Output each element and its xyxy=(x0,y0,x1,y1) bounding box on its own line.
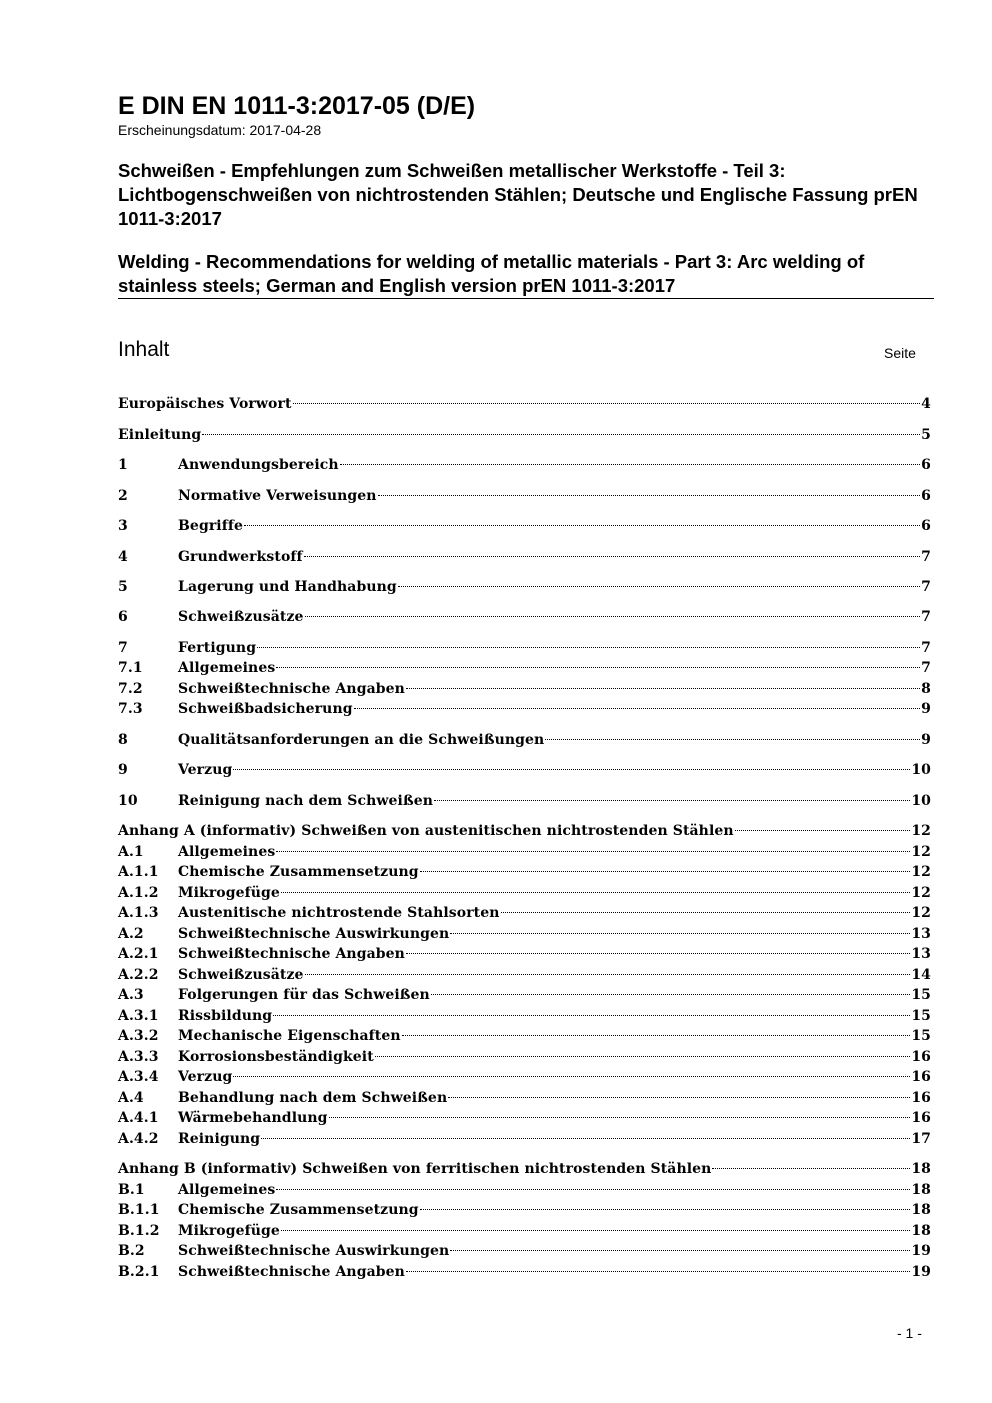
toc-entry[interactable] xyxy=(118,1108,931,1128)
toc-entry-page: 15 xyxy=(911,987,931,1003)
toc-entry-title: Folgerungen für das Schweißen xyxy=(178,987,430,1003)
toc-entry-title: Fertigung xyxy=(178,640,257,656)
toc-entry-page: 18 xyxy=(911,1161,931,1177)
toc-entry-page: 6 xyxy=(921,457,931,473)
toc-entry-page: 6 xyxy=(921,518,931,534)
toc-entry[interactable] xyxy=(118,1088,931,1108)
toc-entry[interactable] xyxy=(118,455,931,475)
toc-entry[interactable] xyxy=(118,486,931,506)
toc-entry-title: Europäisches Vorwort xyxy=(118,396,292,412)
toc-dot-leader xyxy=(545,739,920,740)
toc-entry[interactable] xyxy=(118,1159,931,1179)
toc-entry-number: 7.1 xyxy=(118,660,143,676)
toc-entry-page: 16 xyxy=(911,1090,931,1106)
toc-entry-number: B.2 xyxy=(118,1243,145,1259)
toc-entry[interactable] xyxy=(118,862,931,882)
toc-entry-page: 18 xyxy=(911,1223,931,1239)
toc-entry-title: Schweißzusätze xyxy=(178,967,304,983)
toc-dot-leader xyxy=(244,525,920,526)
toc-entry[interactable] xyxy=(118,730,931,750)
toc-entry-title: Schweißtechnische Auswirkungen xyxy=(178,1243,450,1259)
toc-entry-page: 9 xyxy=(921,701,931,717)
toc-entry-page: 5 xyxy=(921,427,931,443)
toc-entry-number: A.3.2 xyxy=(118,1028,159,1044)
toc-dot-leader xyxy=(261,1138,910,1139)
toc-entry[interactable] xyxy=(118,425,931,445)
toc-dot-leader xyxy=(378,495,921,496)
toc-entry-number: A.3.3 xyxy=(118,1049,159,1065)
toc-entry-title: Mikrogefüge xyxy=(178,885,280,901)
toc-entry-page: 16 xyxy=(911,1069,931,1085)
toc-dot-leader xyxy=(398,586,920,587)
toc-entry-number: A.2.2 xyxy=(118,967,159,983)
toc-dot-leader xyxy=(420,871,911,872)
toc-entry[interactable] xyxy=(118,1241,931,1261)
toc-entry-number: B.1.1 xyxy=(118,1202,160,1218)
toc-entry-title: Chemische Zusammensetzung xyxy=(178,864,419,880)
toc-entry-page: 19 xyxy=(911,1264,931,1280)
toc-entry-page: 16 xyxy=(911,1110,931,1126)
toc-entry[interactable] xyxy=(118,1047,931,1067)
toc-entry[interactable] xyxy=(118,1006,931,1026)
toc-entry-title: Grundwerkstoff xyxy=(178,549,303,565)
toc-dot-leader xyxy=(276,851,910,852)
toc-entry-title: Anhang B (informativ) Schweißen von ferritischen nichtrostenden Stählen xyxy=(118,1161,712,1177)
toc-entry-page: 7 xyxy=(921,609,931,625)
toc-entry-title: Rissbildung xyxy=(178,1008,273,1024)
toc-dot-leader xyxy=(448,1097,910,1098)
toc-dot-leader xyxy=(735,830,911,831)
toc-dot-leader xyxy=(375,1056,911,1057)
toc-entry[interactable] xyxy=(118,638,931,658)
toc-dot-leader xyxy=(281,1230,910,1231)
toc-entry[interactable] xyxy=(118,699,931,719)
toc-entry-page: 7 xyxy=(921,660,931,676)
toc-entry-number: A.3.4 xyxy=(118,1069,159,1085)
toc-dot-leader xyxy=(501,912,911,913)
toc-entry-number: 3 xyxy=(118,518,128,534)
toc-entry-page: 16 xyxy=(911,1049,931,1065)
toc-entry[interactable] xyxy=(118,577,931,597)
toc-entry-title: Allgemeines xyxy=(178,660,276,676)
toc-entry-number: B.1.2 xyxy=(118,1223,160,1239)
toc-entry-page: 12 xyxy=(911,844,931,860)
toc-dot-leader xyxy=(450,1250,910,1251)
toc-entry-page: 14 xyxy=(911,967,931,983)
toc-dot-leader xyxy=(354,708,921,709)
toc-entry-number: A.3.1 xyxy=(118,1008,159,1024)
toc-entry-number: 4 xyxy=(118,549,128,565)
toc-entry-page: 10 xyxy=(911,762,931,778)
toc-entry-page: 12 xyxy=(911,905,931,921)
toc-dot-leader xyxy=(406,953,910,954)
toc-entry-page: 19 xyxy=(911,1243,931,1259)
title-german: Schweißen - Empfehlungen zum Schweißen metallischer Werkstoffe - Teil 3: Lichtbogenschweißen von nichtrostenden Stählen; Deutsche und Englische Fassung prEN 1011-3:2017 xyxy=(118,160,918,229)
toc-entry[interactable] xyxy=(118,547,931,567)
toc-entry-number: 7 xyxy=(118,640,128,656)
toc-entry-title: Schweißbadsicherung xyxy=(178,701,353,717)
toc-dot-leader xyxy=(406,1271,910,1272)
toc-entry[interactable] xyxy=(118,1067,931,1087)
toc-dot-leader xyxy=(257,647,920,648)
toc-entry-title: Normative Verweisungen xyxy=(178,488,377,504)
toc-dot-leader xyxy=(304,556,921,557)
toc-entry-number: 9 xyxy=(118,762,128,778)
toc-dot-leader xyxy=(305,974,911,975)
toc-entry-page: 12 xyxy=(911,864,931,880)
toc-entry-title: Begriffe xyxy=(178,518,243,534)
toc-entry-number: A.3 xyxy=(118,987,144,1003)
toc-entry-title: Chemische Zusammensetzung xyxy=(178,1202,419,1218)
toc-entry-page: 9 xyxy=(921,732,931,748)
toc-entry-number: A.1 xyxy=(118,844,144,860)
toc-entry-number: A.1.2 xyxy=(118,885,159,901)
toc-entry-page: 10 xyxy=(911,793,931,809)
toc-entry[interactable] xyxy=(118,516,931,536)
toc-entry-title: Korrosionsbeständigkeit xyxy=(178,1049,374,1065)
toc-entry-title: Schweißzusätze xyxy=(178,609,304,625)
toc-entry-page: 12 xyxy=(911,823,931,839)
toc-dot-leader xyxy=(420,1209,911,1210)
toc-entry-title: Anwendungsbereich xyxy=(178,457,339,473)
toc-entry-title: Wärmebehandlung xyxy=(178,1110,328,1126)
toc-entry[interactable] xyxy=(118,821,931,841)
toc-entry-title: Reinigung nach dem Schweißen xyxy=(178,793,433,809)
toc-entry-title: Allgemeines xyxy=(178,844,276,860)
toc-entry-page: 7 xyxy=(921,549,931,565)
toc-entry[interactable] xyxy=(118,658,931,678)
toc-entry-number: B.2.1 xyxy=(118,1264,160,1280)
toc-entry-title: Reinigung xyxy=(178,1131,261,1147)
toc-dot-leader xyxy=(293,403,921,404)
toc-entry-number: A.2.1 xyxy=(118,946,159,962)
toc-entry-title: Einleitung xyxy=(118,427,202,443)
toc-heading: Inhalt xyxy=(118,338,170,361)
toc-entry-number: 7.3 xyxy=(118,701,143,717)
toc-entry-title: Lagerung und Handhabung xyxy=(178,579,397,595)
toc-entry-title: Schweißtechnische Auswirkungen xyxy=(178,926,450,942)
toc-entry-number: 7.2 xyxy=(118,681,143,697)
toc-entry[interactable] xyxy=(118,1180,931,1200)
toc-dot-leader xyxy=(434,800,910,801)
toc-dot-leader xyxy=(340,464,920,465)
toc-entry-title: Qualitätsanforderungen an die Schweißungen xyxy=(178,732,545,748)
toc-entry-page: 17 xyxy=(911,1131,931,1147)
toc-entry-number: 1 xyxy=(118,457,128,473)
toc-entry[interactable] xyxy=(118,1221,931,1241)
toc-entry-page: 18 xyxy=(911,1202,931,1218)
toc-entry-page: 13 xyxy=(911,926,931,942)
toc-dot-leader xyxy=(202,434,920,435)
toc-page-label: Seite xyxy=(884,345,916,361)
toc-entry[interactable] xyxy=(118,1129,931,1149)
toc-entry[interactable] xyxy=(118,607,931,627)
toc-entry-title: Mikrogefüge xyxy=(178,1223,280,1239)
toc-entry[interactable] xyxy=(118,903,931,923)
toc-entry-page: 13 xyxy=(911,946,931,962)
toc-entry-number: A.4.1 xyxy=(118,1110,159,1126)
toc-entry-page: 6 xyxy=(921,488,931,504)
toc-entry-page: 12 xyxy=(911,885,931,901)
toc-entry-number: 10 xyxy=(118,793,138,809)
toc-entry[interactable] xyxy=(118,965,931,985)
toc-entry-number: A.1.3 xyxy=(118,905,159,921)
page-number: - 1 - xyxy=(897,1325,922,1341)
toc-entry-title: Behandlung nach dem Schweißen xyxy=(178,1090,448,1106)
toc-entry-number: B.1 xyxy=(118,1182,145,1198)
toc-entry-title: Verzug xyxy=(178,762,233,778)
toc-entry[interactable] xyxy=(118,842,931,862)
toc-entry-title: Verzug xyxy=(178,1069,233,1085)
toc-entry-page: 7 xyxy=(921,640,931,656)
toc-entry-number: A.1.1 xyxy=(118,864,159,880)
toc-entry[interactable] xyxy=(118,883,931,903)
toc-entry[interactable] xyxy=(118,1262,931,1282)
toc-entry[interactable] xyxy=(118,679,931,699)
toc-dot-leader xyxy=(450,933,910,934)
publication-date: Erscheinungsdatum: 2017-04-28 xyxy=(118,122,322,138)
toc-entry-number: 6 xyxy=(118,609,128,625)
toc-dot-leader xyxy=(305,616,921,617)
toc-entry-title: Schweißtechnische Angaben xyxy=(178,1264,405,1280)
toc-entry-page: 7 xyxy=(921,579,931,595)
toc-entry-number: A.4 xyxy=(118,1090,144,1106)
toc-entry[interactable] xyxy=(118,1026,931,1046)
toc-dot-leader xyxy=(273,1015,910,1016)
toc-dot-leader xyxy=(406,688,920,689)
toc-entry-title: Schweißtechnische Angaben xyxy=(178,946,405,962)
title-english: Welding - Recommendations for welding of metallic materials - Part 3: Arc welding of stainless steels; German and English version prEN 1011-3:2017 xyxy=(118,251,865,296)
toc-dot-leader xyxy=(329,1117,911,1118)
toc-entry-number: A.2 xyxy=(118,926,144,942)
toc-entry[interactable] xyxy=(118,944,931,964)
toc-entry-page: 18 xyxy=(911,1182,931,1198)
toc-dot-leader xyxy=(712,1168,910,1169)
toc-dot-leader xyxy=(233,1076,910,1077)
toc-dot-leader xyxy=(276,1189,910,1190)
toc-dot-leader xyxy=(281,892,910,893)
toc-entry-number: 2 xyxy=(118,488,128,504)
toc-entry[interactable] xyxy=(118,791,931,811)
toc-dot-leader xyxy=(402,1035,911,1036)
toc-entry-number: A.4.2 xyxy=(118,1131,159,1147)
document-code: E DIN EN 1011-3:2017-05 (D/E) xyxy=(118,92,476,120)
toc-entry-title: Schweißtechnische Angaben xyxy=(178,681,405,697)
toc-entry[interactable] xyxy=(118,760,931,780)
toc-dot-leader xyxy=(276,667,920,668)
toc-dot-leader xyxy=(431,994,911,995)
toc-entry-number: 5 xyxy=(118,579,128,595)
toc-entry[interactable] xyxy=(118,1200,931,1220)
toc-entry[interactable] xyxy=(118,924,931,944)
toc-entry-page: 15 xyxy=(911,1028,931,1044)
toc-dot-leader xyxy=(233,769,910,770)
toc-entry-page: 4 xyxy=(921,396,931,412)
toc-entry-page: 8 xyxy=(921,681,931,697)
toc-entry[interactable] xyxy=(118,985,931,1005)
toc-entry-title: Allgemeines xyxy=(178,1182,276,1198)
toc-entry[interactable] xyxy=(118,394,931,414)
toc-entry-title: Austenitische nichtrostende Stahlsorten xyxy=(178,905,500,921)
toc-entry-title: Anhang A (informativ) Schweißen von austenitischen nichtrostenden Stählen xyxy=(118,823,734,839)
toc-entry-page: 15 xyxy=(911,1008,931,1024)
toc-entry-number: 8 xyxy=(118,732,128,748)
toc-entry-title: Mechanische Eigenschaften xyxy=(178,1028,401,1044)
